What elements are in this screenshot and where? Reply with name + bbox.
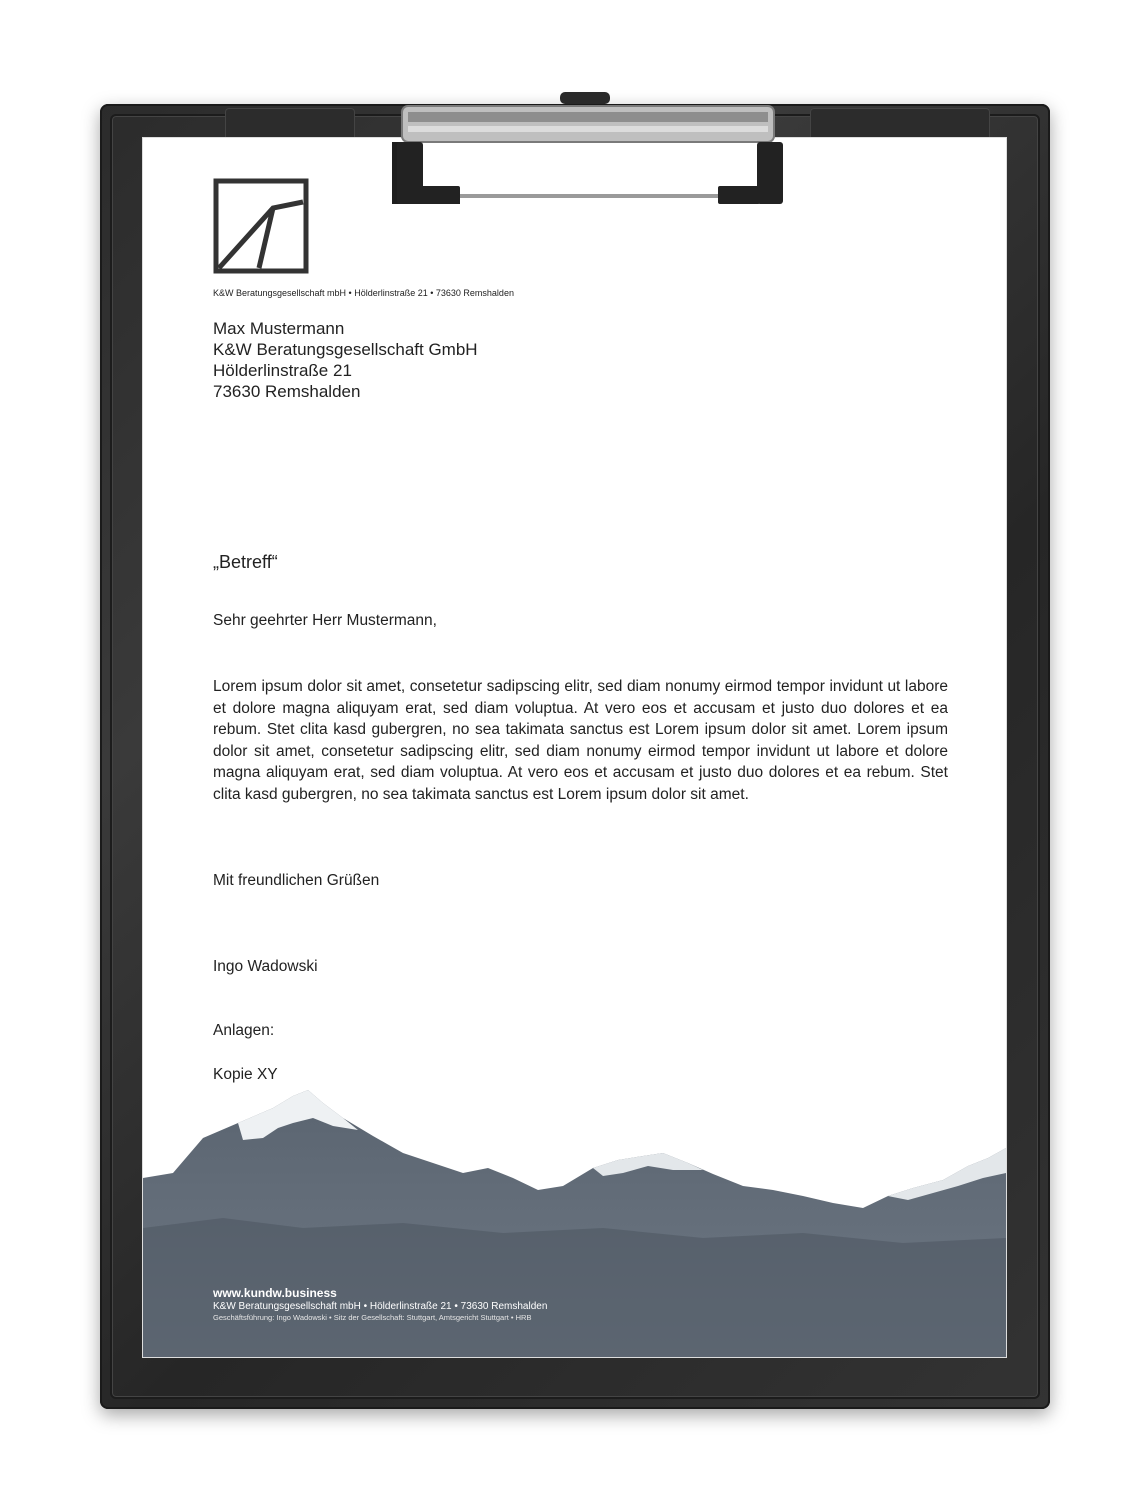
recipient-street: Hölderlinstraße 21 [213,361,352,380]
footer-website: www.kundw.business [213,1286,337,1300]
recipient-address-block [213,318,478,402]
letter-closing: Mit freundlichen Grüßen [213,872,380,889]
clipboard-metal-clip [392,92,792,216]
clipboard-corner-tab-left [225,108,355,142]
footer-address: K&W Beratungsgesellschaft mbH • Hölderlinstraße 21 • 73630 Remshalden [213,1301,548,1312]
letter-sheet [143,138,1006,1357]
clipboard-corner-tab-right [810,108,990,142]
letter-subject: „Betreff“ [213,552,278,572]
recipient-company: K&W Beratungsgesellschaft GmbH [213,340,478,359]
letter-enclosures: Anlagen: [213,1022,275,1039]
sender-return-address: K&W Beratungsgesellschaft mbH • Hölderlinstraße 21 • 73630 Remshalden [213,288,514,298]
letter-copy: Kopie XY [213,1066,278,1083]
company-logo-icon [213,178,309,274]
recipient-city: 73630 Remshalden [213,382,361,401]
letter-body: Lorem ipsum dolor sit amet, consetetur sadipscing elitr, sed diam nonumy eirmod tempor invidunt ut labore et dolore magna aliquyam erat, sed diam voluptua. At vero eos et accusam et justo duo dolores et ea rebum. Stet clita kasd gubergren, no sea takimata sanctus est Lorem ipsum dolor sit amet. Lorem ipsum dolor sit amet, consetetur sadipscing elitr, sed diam nonumy eirmod tempor invidunt ut labore et dolore magna aliquyam erat, sed diam voluptua. At vero eos et accusam et justo duo dolores et ea rebum. Stet clita kasd gubergren, no sea takimata sanctus est Lorem ipsum dolor sit amet. [213,678,948,803]
footer-legal: Geschäftsführung: Ingo Wadowski • Sitz der Gesellschaft: Stuttgart, Amtsgericht Stuttgart • HRB [213,1313,532,1322]
recipient-name: Max Mustermann [213,319,345,338]
letter-footer [213,1286,547,1322]
letter-salutation: Sehr geehrter Herr Mustermann, [213,612,437,629]
letter-signer: Ingo Wadowski [213,958,318,975]
